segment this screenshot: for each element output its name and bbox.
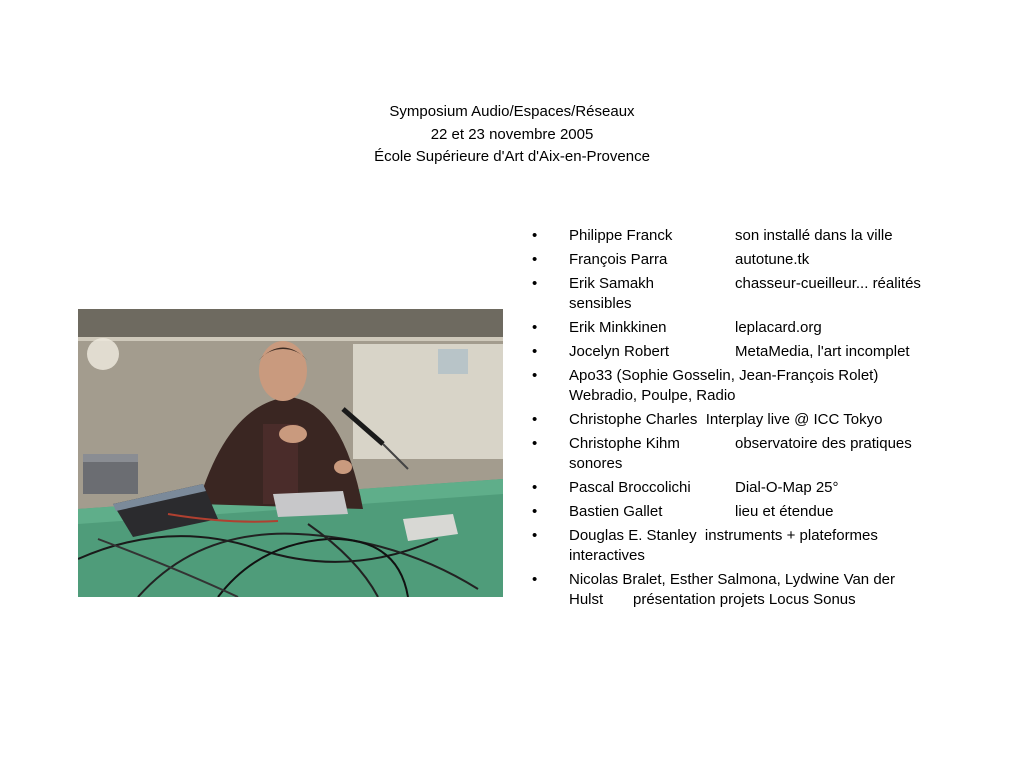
speaker-line: Christophe Charles Interplay live @ ICC Tokyo — [569, 411, 883, 428]
slide-header — [312, 101, 712, 169]
symposium-dates: 22 et 23 novembre 2005 — [430, 125, 594, 143]
bullet: • — [532, 367, 538, 384]
list-item — [530, 434, 950, 474]
list-item — [530, 478, 950, 498]
list-item — [530, 342, 950, 362]
speaker-topic: observatoire des pratiques — [735, 435, 912, 452]
symposium-venue: École Supérieure d'Art d'Aix-en-Provence — [374, 148, 650, 165]
speaker-list — [530, 226, 950, 614]
speaker-name: Pascal Broccolichi — [569, 479, 691, 496]
speaker-line: Apo33 (Sophie Gosselin, Jean-François Rolet) — [569, 367, 879, 384]
speaker-topic: lieu et étendue — [735, 503, 834, 520]
bullet: • — [532, 527, 538, 544]
list-item — [530, 570, 950, 610]
bullet: • — [532, 251, 538, 268]
bullet: • — [532, 275, 538, 292]
bullet: • — [532, 343, 538, 360]
bullet: • — [532, 411, 538, 428]
list-item — [530, 318, 950, 338]
bullet: • — [532, 479, 538, 496]
speaker-name: Christophe Kihm — [569, 435, 680, 452]
speaker-name-continued: Hulst — [569, 591, 604, 608]
speaker-topic: MetaMedia, l'art incomplet — [735, 343, 910, 360]
list-item — [530, 526, 950, 566]
speaker-name: Erik Minkkinen — [569, 319, 667, 336]
symposium-title: Symposium Audio/Espaces/Réseaux — [389, 103, 635, 120]
list-item — [530, 250, 950, 270]
list-item — [530, 226, 950, 246]
speaker-name: Jocelyn Robert — [569, 343, 670, 360]
list-item — [530, 366, 950, 406]
speaker-name: Philippe Franck — [569, 227, 673, 244]
speaker-name: Erik Samakh — [569, 275, 655, 292]
bullet: • — [532, 227, 538, 244]
speaker-topic-continued: sensibles — [569, 295, 632, 312]
speaker-topic: son installé dans la ville — [735, 227, 893, 244]
list-item — [530, 502, 950, 522]
bullet: • — [532, 503, 538, 520]
speaker-line-continued: Webradio, Poulpe, Radio — [569, 387, 736, 404]
list-item — [530, 274, 950, 314]
speaker-topic: autotune.tk — [735, 251, 810, 268]
bullet: • — [532, 319, 538, 336]
speaker-topic-continued: sonores — [569, 455, 623, 472]
bullet: • — [532, 435, 538, 452]
speaker-name: François Parra — [569, 251, 668, 268]
speaker-photo — [78, 309, 503, 597]
speaker-topic: leplacard.org — [735, 319, 822, 336]
speaker-name: Bastien Gallet — [569, 503, 663, 520]
speaker-topic: Dial-O-Map 25° — [735, 479, 839, 496]
speaker-line: Nicolas Bralet, Esther Salmona, Lydwine Van der — [569, 571, 895, 588]
bullet: • — [532, 571, 538, 588]
list-item — [530, 410, 950, 430]
speaker-topic: présentation projets Locus Sonus — [633, 591, 856, 608]
speaker-topic: chasseur-cueilleur... réalités — [735, 275, 921, 292]
speaker-line: Douglas E. Stanley instruments + plateformes — [569, 527, 878, 544]
speaker-line-continued: interactives — [569, 547, 645, 564]
